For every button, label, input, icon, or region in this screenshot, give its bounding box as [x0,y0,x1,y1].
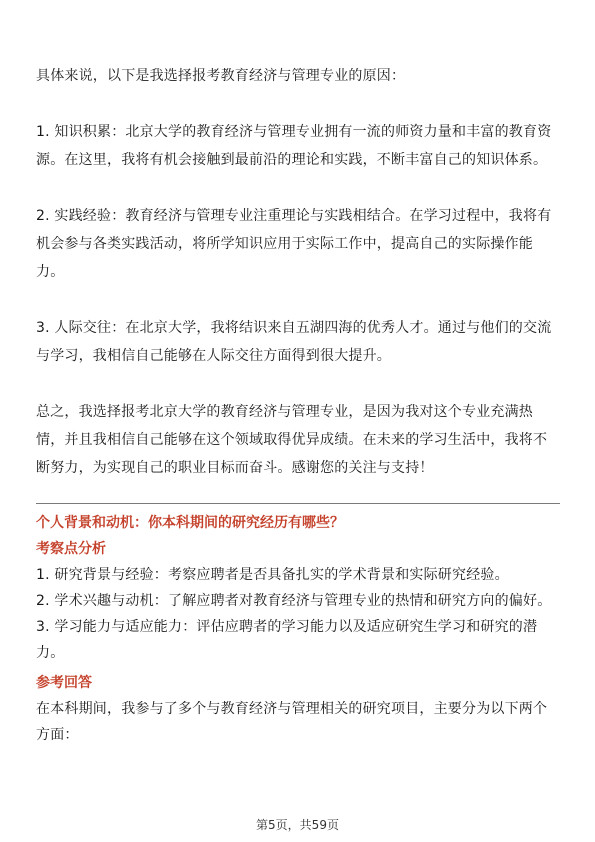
analysis-item: 1. 研究背景与经验：考察应聘者是否具备扎实的学术背景和实际研究经验。 [36,567,509,583]
reason-practice: 2. 实践经验：教育经济与管理专业注重理论与实践相结合。在学习过程中，我将有机会参与各类实践活动，将所学知识应用于实际工作中，提高自己的实际操作能力。 [36,208,552,280]
reason-knowledge: 1. 知识积累：北京大学的教育经济与管理专业拥有一流的师资力量和丰富的教育资源。在这里，我将有机会接触到最前沿的理论和实践，不断丰富自己的知识体系。 [36,124,552,168]
conclusion-paragraph: 总之，我选择报考北京大学的教育经济与管理专业，是因为我对这个专业充满热情，并且我相信自己能够在这个领域取得优异成绩。在未来的学习生活中，我将不断努力，为实现自己的职业目标而奋斗。感谢您的关注与支持！ [36,404,548,476]
interview-question-section [36,512,560,748]
main-text [36,62,560,482]
answer-heading: 参考回答 [36,675,92,691]
analysis-item: 3. 学习能力与适应能力：评估应聘者的学习能力以及适应研究生学习和研究的潜力。 [36,619,538,661]
answer-text: 在本科期间，我参与了多个与教育经济与管理相关的研究项目，主要分为以下两个方面： [36,701,548,743]
intro-paragraph: 具体来说，以下是我选择报考教育经济与管理专业的原因： [36,68,406,84]
analysis-item: 2. 学术兴趣与动机：了解应聘者对教育经济与管理专业的热情和研究方向的偏好。 [36,593,552,609]
analysis-heading: 考察点分析 [36,541,106,557]
page-number: 第5页，共59页 [256,818,339,832]
question-title: 个人背景和动机：你本科期间的研究经历有哪些？ [36,515,344,531]
section-divider [36,503,560,504]
reason-social: 3. 人际交往：在北京大学，我将结识来自五湖四海的优秀人才。通过与他们的交流与学习，我相信自己能够在人际交往方面得到很大提升。 [36,320,552,364]
